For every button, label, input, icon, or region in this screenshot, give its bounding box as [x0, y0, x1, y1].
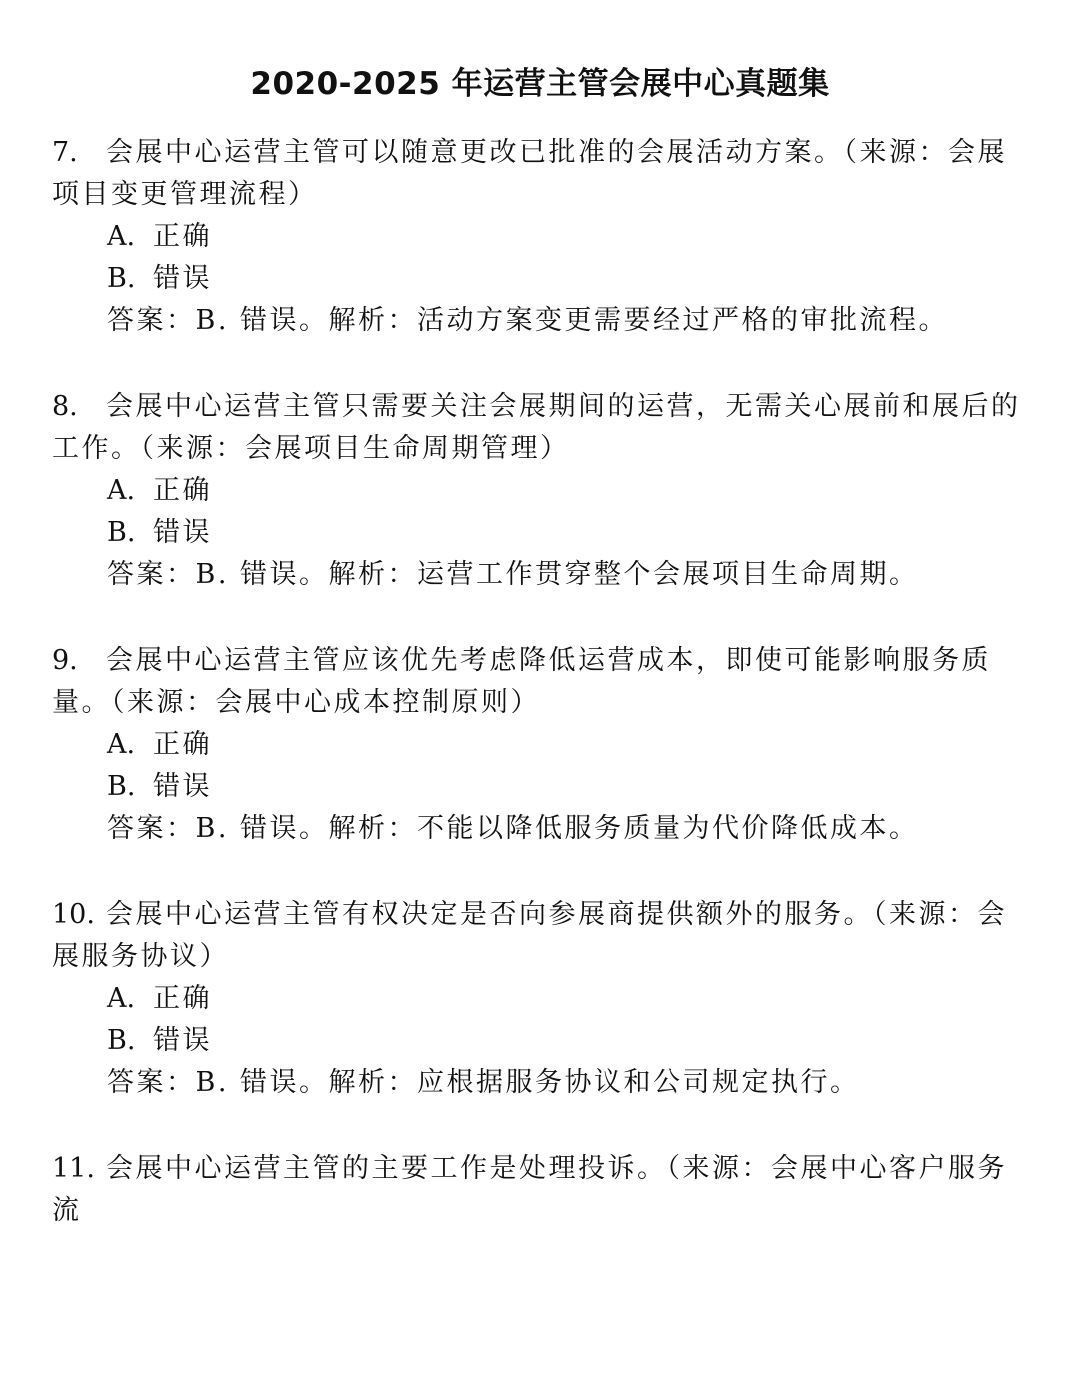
option-b: [107, 766, 1022, 808]
question-stem: [52, 894, 1022, 978]
question-stem: [52, 1148, 1022, 1232]
question-11: [52, 1148, 1022, 1226]
question-text: 会展中心运营主管可以随意更改已批准的会展活动方案。（来源：会展项目变更管理流程）: [52, 137, 1007, 210]
option-letter: A.: [107, 983, 136, 1014]
question-text: 会展中心运营主管应该优先考虑降低运营成本，即使可能影响服务质量。（来源：会展中心成本控制原则）: [52, 645, 991, 718]
option-a: [107, 978, 1022, 1020]
question-9: [52, 640, 1022, 850]
option-text: 正确: [153, 983, 212, 1014]
question-stem: [52, 132, 1022, 216]
option-letter: B.: [107, 1025, 136, 1056]
page-title: 2020-2025 年运营主管会展中心真题集: [250, 66, 830, 102]
answer-explanation: 答案：B. 错误。解析：活动方案变更需要经过严格的审批流程。: [107, 305, 949, 336]
option-text: 错误: [153, 771, 212, 802]
question-7: [52, 132, 1022, 342]
option-text: 错误: [153, 1025, 212, 1056]
question-stem: [52, 386, 1022, 470]
option-letter: B.: [107, 517, 136, 548]
option-b: [107, 1020, 1022, 1062]
option-letter: B.: [107, 771, 136, 802]
question-text: 会展中心运营主管的主要工作是处理投诉。（来源：会展中心客户服务流: [52, 1153, 1007, 1226]
option-text: 错误: [153, 263, 212, 294]
option-b: [107, 512, 1022, 554]
option-letter: A.: [107, 729, 136, 760]
option-a: [107, 724, 1022, 766]
option-a: [107, 216, 1022, 258]
option-text: 错误: [153, 517, 212, 548]
answer-explanation: 答案：B. 错误。解析：应根据服务协议和公司规定执行。: [107, 1067, 860, 1098]
option-a: [107, 470, 1022, 512]
option-text: 正确: [153, 729, 212, 760]
option-text: 正确: [153, 475, 212, 506]
question-number: 9.: [52, 645, 78, 676]
option-letter: A.: [107, 475, 136, 506]
option-letter: B.: [107, 263, 136, 294]
option-b: [107, 258, 1022, 300]
option-text: 正确: [153, 221, 212, 252]
question-number: 7.: [52, 137, 78, 168]
option-letter: A.: [107, 221, 136, 252]
question-text: 会展中心运营主管有权决定是否向参展商提供额外的服务。（来源：会展服务协议）: [52, 899, 1007, 972]
question-number: 8.: [52, 391, 78, 422]
answer-explanation: 答案：B. 错误。解析：运营工作贯穿整个会展项目生命周期。: [107, 559, 919, 590]
question-number: 10.: [52, 899, 95, 930]
question-8: [52, 386, 1022, 596]
question-stem: [52, 640, 1022, 724]
question-number: 11.: [52, 1153, 95, 1184]
question-text: 会展中心运营主管只需要关注会展期间的运营，无需关心展前和展后的工作。（来源：会展项目生命周期管理）: [52, 391, 1021, 464]
answer-explanation: 答案：B. 错误。解析：不能以降低服务质量为代价降低成本。: [107, 813, 919, 844]
question-10: [52, 894, 1022, 1104]
